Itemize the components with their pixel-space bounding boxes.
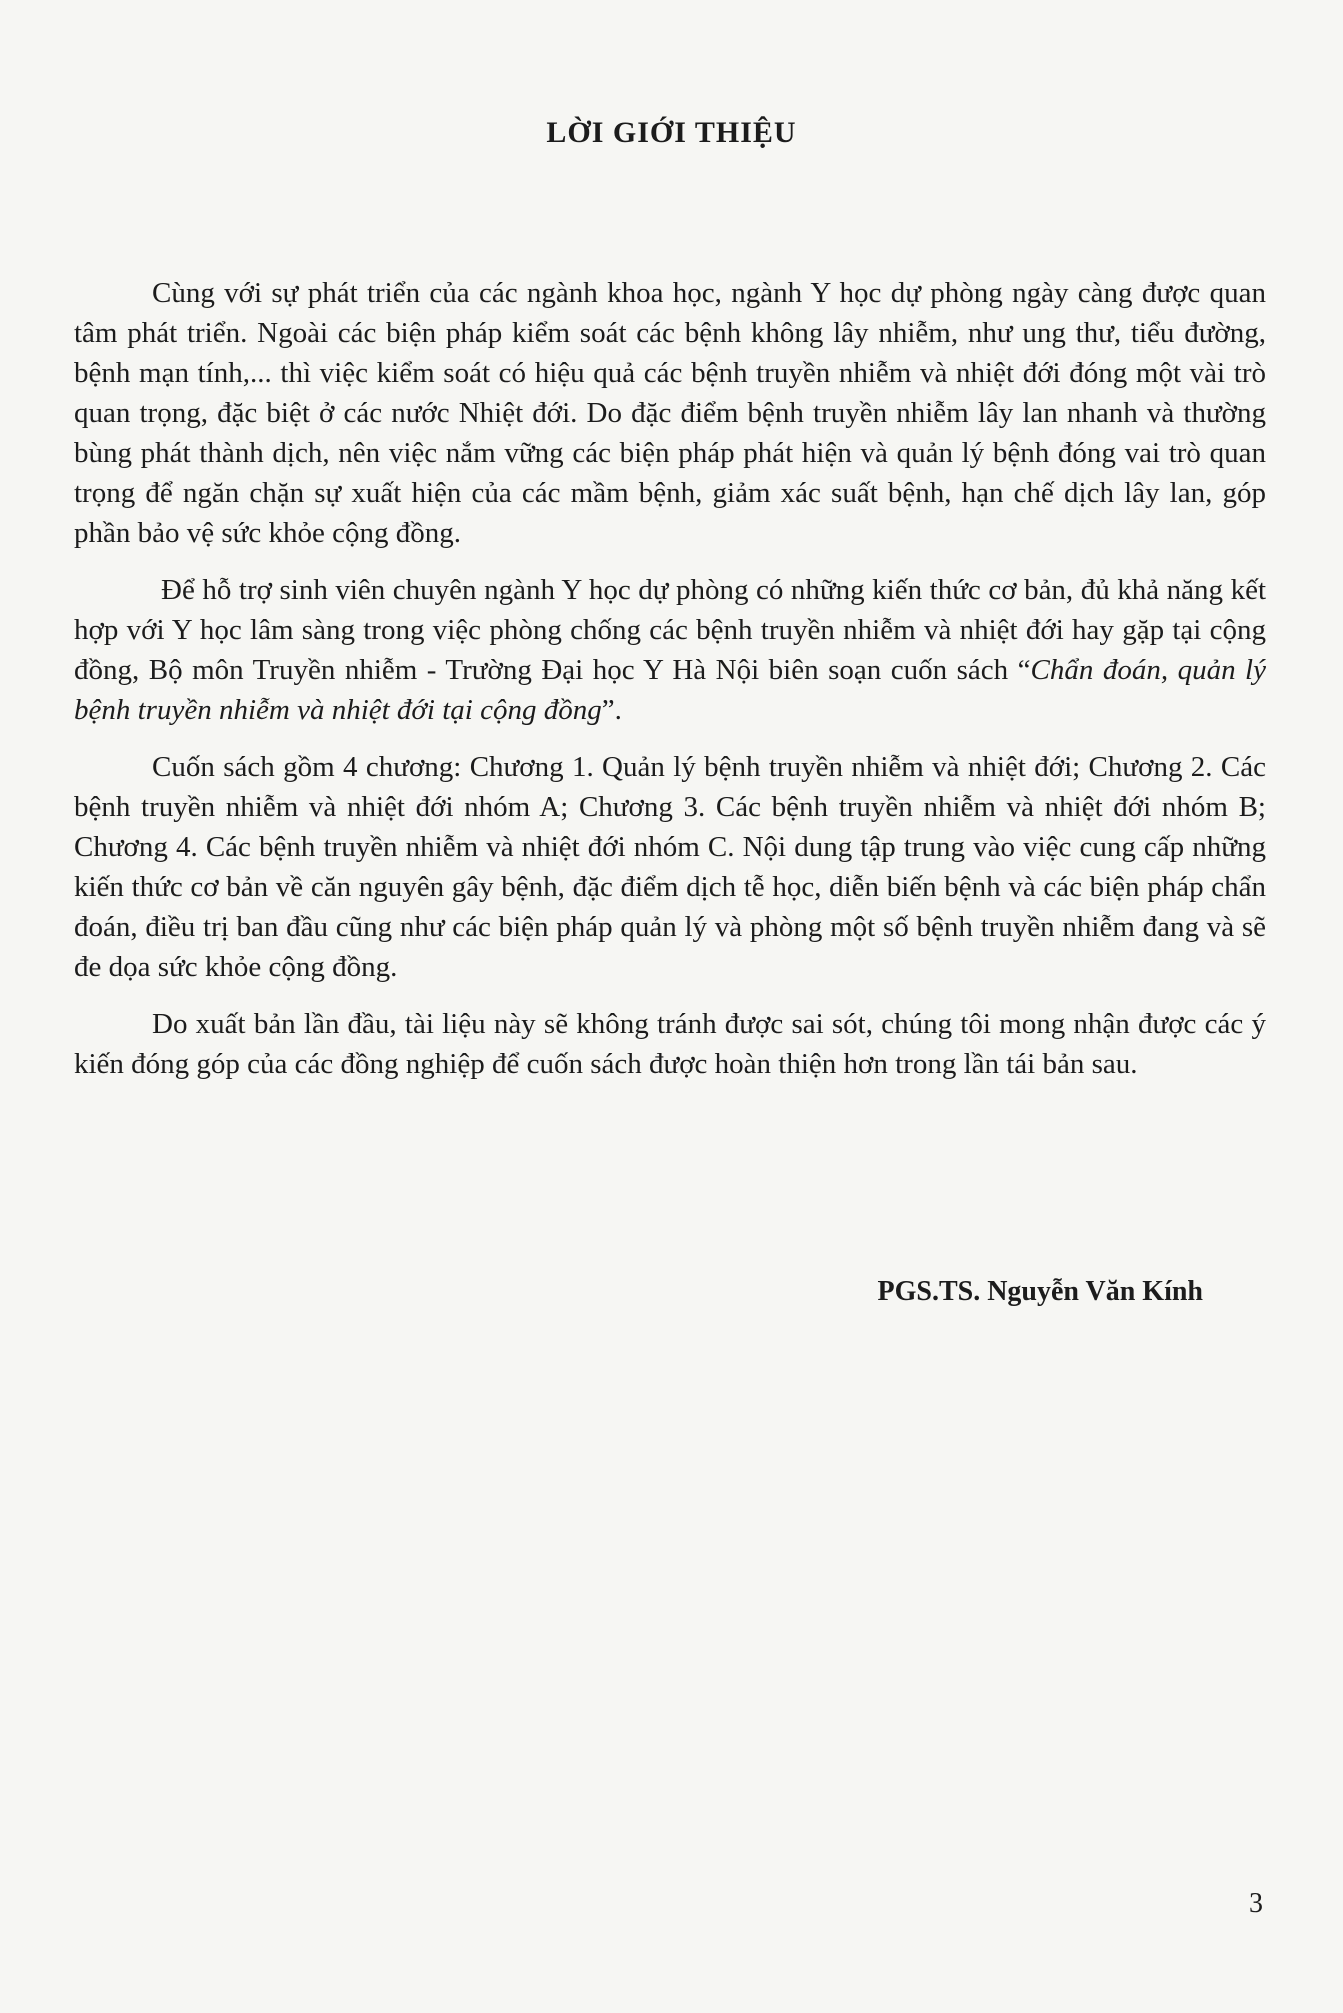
paragraph-3: Cuốn sách gồm 4 chương: Chương 1. Quản lý bệnh truyền nhiễm và nhiệt đới; Chương 2. Các bệnh truyền nhiễm và nhiệt đới nhóm A; Chương 3. Các bệnh truyền nhiễm và nhiệt đới nhóm B; Chương 4. Các bệnh truyền nhiễm và nhiệt đới nhóm C. Nội dung tập trung vào việc cung cấp những kiến thức cơ bản về căn nguyên gây bệnh, đặc điểm dịch tễ học, diễn biến bệnh và các biện pháp chẩn đoán, điều trị ban đầu cũng như các biện pháp quản lý và phòng một số bệnh truyền nhiễm đang và sẽ đe dọa sức khỏe cộng đồng. [74, 751, 1266, 983]
paragraph-2-text: Để hỗ trợ sinh viên chuyên ngành Y học dự phòng có những kiến thức cơ bản, đủ khả năng kết hợp với Y học lâm sàng trong việc phòng chống các bệnh truyền nhiễm và nhiệt đới hay gặp tại cộng đồng, Bộ môn Truyền nhiễm - Trường Đại học Y Hà Nội biên soạn cuốn sách “ [74, 574, 1266, 686]
author-signature: PGS.TS. Nguyễn Văn Kính [877, 1276, 1203, 1307]
page-number: 3 [1249, 1888, 1263, 1919]
paragraph-2-end: ”. [601, 694, 622, 726]
paragraph-4: Do xuất bản lần đầu, tài liệu này sẽ không tránh được sai sót, chúng tôi mong nhận được các ý kiến đóng góp của các đồng nghiệp để cuốn sách được hoàn thiện hơn trong lần tái bản sau. [74, 1008, 1266, 1080]
page-title: LỜI GIỚI THIỆU [546, 116, 797, 149]
paragraph-2 [74, 570, 1266, 730]
book-title: Chẩn đoán, quản lý bệnh truyền nhiễm và nhiệt đới tại cộng đồng [74, 654, 1266, 726]
body-text [74, 273, 1266, 1101]
paragraph-1: Cùng với sự phát triển của các ngành khoa học, ngành Y học dự phòng ngày càng được quan tâm phát triển. Ngoài các biện pháp kiểm soát các bệnh không lây nhiễm, như ung thư, tiểu đường, bệnh mạn tính,... thì việc kiểm soát có hiệu quả các bệnh truyền nhiễm và nhiệt đới đóng một vài trò quan trọng, đặc biệt ở các nước Nhiệt đới. Do đặc điểm bệnh truyền nhiễm lây lan nhanh và thường bùng phát thành dịch, nên việc nắm vững các biện pháp phát hiện và quản lý bệnh đóng vai trò quan trọng để ngăn chặn sự xuất hiện của các mầm bệnh, giảm xác suất bệnh, hạn chế dịch lây lan, góp phần bảo vệ sức khỏe cộng đồng. [74, 277, 1266, 549]
